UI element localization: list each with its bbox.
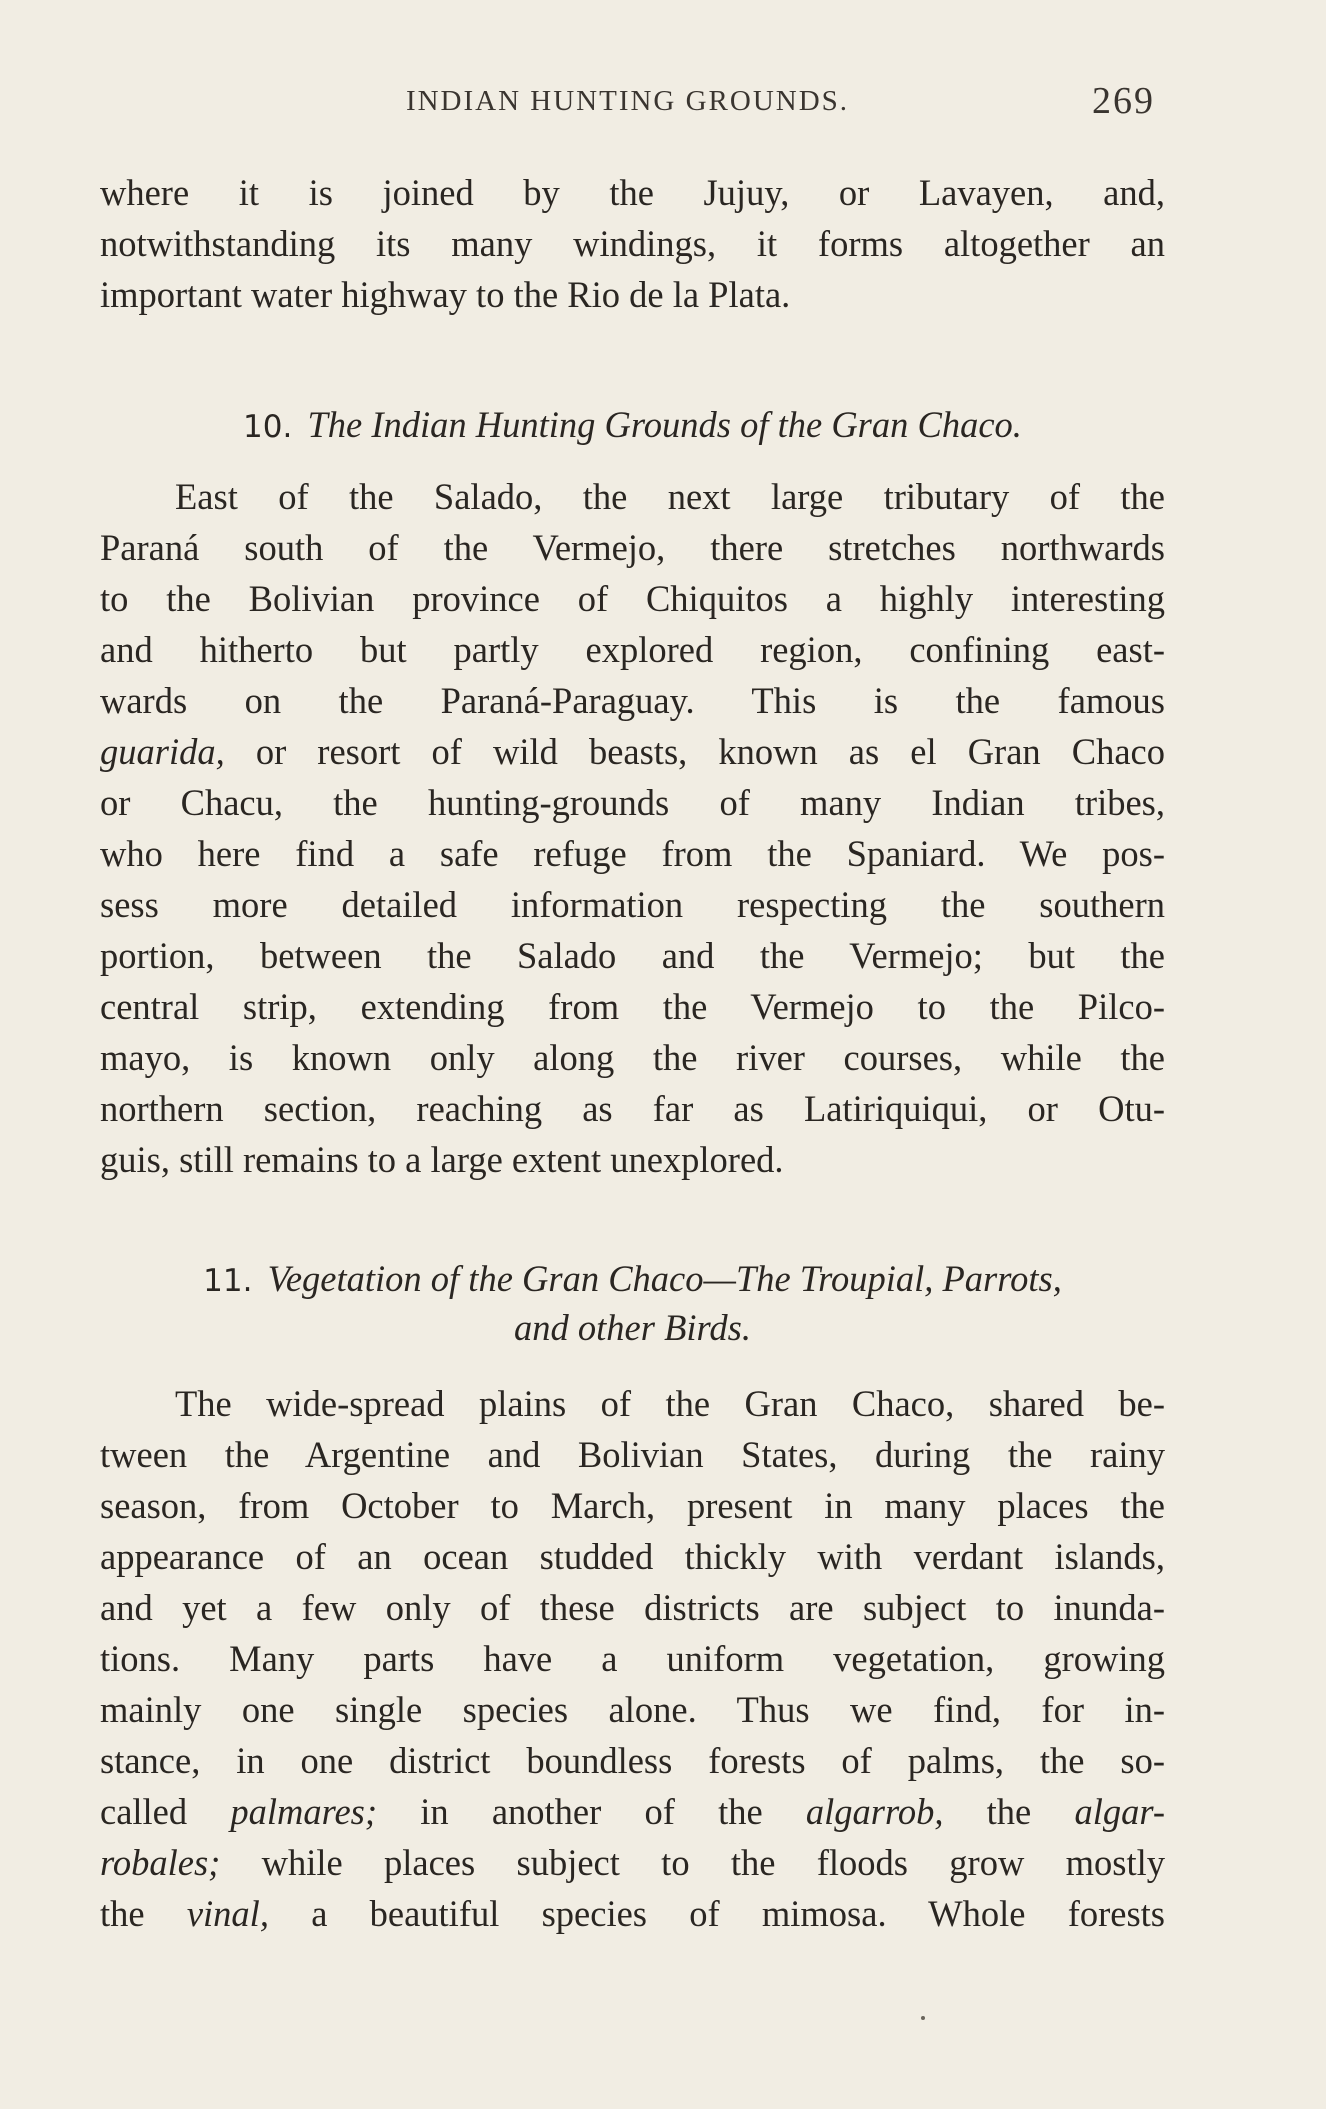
paragraph-line: East of the Salado, the next large tributary of the <box>175 476 1165 517</box>
paragraph-line <box>100 1889 1165 1939</box>
paragraph-line: or Chacu, the hunting-grounds of many Indian tribes, <box>100 782 1165 823</box>
paragraph-line: and hitherto but partly explored region, confining east- <box>100 629 1165 670</box>
paragraph-line: northern section, reaching as far as Latiriquiqui, or Otu- <box>100 1088 1165 1129</box>
paragraph-line: tween the Argentine and Bolivian States, during the rainy <box>100 1434 1165 1475</box>
italic-term: vinal, <box>186 1893 269 1934</box>
paragraph-line: appearance of an ocean studded thickly with verdant islands, <box>100 1536 1165 1577</box>
paragraph-line <box>100 1838 1165 1888</box>
section-heading-11-continued <box>100 1303 1165 1353</box>
paragraph-line: and yet a few only of these districts are subject to inunda- <box>100 1587 1165 1628</box>
paragraph-line: sess more detailed information respecting the southern <box>100 884 1165 925</box>
line-text: the <box>943 1791 1075 1832</box>
line-text: while places subject to the floods grow mostly <box>220 1842 1165 1883</box>
paragraph-line <box>100 727 1165 777</box>
section-title: Vegetation of the Gran Chaco—The Troupial, Parrots, <box>267 1258 1062 1299</box>
running-title: INDIAN HUNTING GROUNDS. <box>405 85 850 117</box>
running-head <box>100 80 1155 129</box>
section-number: 11. <box>203 1263 253 1299</box>
paragraph-line <box>100 1787 1165 1837</box>
paragraph-line: central strip, extending from the Vermejo to the Pilco- <box>100 986 1165 1027</box>
paragraph-line: season, from October to March, present in many places the <box>100 1485 1165 1526</box>
paragraph-line: where it is joined by the Jujuy, or Lavayen, and, <box>100 172 1165 213</box>
section-heading-11 <box>100 1254 1165 1304</box>
paragraph-line: wards on the Paraná-Paraguay. This is the famous <box>100 680 1165 721</box>
page-number: 269 <box>1092 80 1155 122</box>
paragraph-line: stance, in one district boundless forests of palms, the so- <box>100 1740 1165 1781</box>
paragraph-line: mayo, is known only along the river courses, while the <box>100 1037 1165 1078</box>
section-number: 10. <box>243 409 293 445</box>
line-text: a beautiful species of mimosa. Whole forests <box>268 1893 1165 1934</box>
italic-term: robales; <box>100 1842 221 1883</box>
paragraph-line: important water highway to the Rio de la Plata. <box>100 274 791 315</box>
paragraph-line: The wide-spread plains of the Gran Chaco, shared be- <box>175 1383 1165 1424</box>
paragraph-line: tions. Many parts have a uniform vegetation, growing <box>100 1638 1165 1679</box>
italic-term: guarida, <box>100 731 225 772</box>
paragraph-line: Paraná south of the Vermejo, there stretches northwards <box>100 527 1165 568</box>
line-text: the <box>100 1893 187 1934</box>
paragraph-line: notwithstanding its many windings, it forms altogether an <box>100 223 1165 264</box>
section-title: The Indian Hunting Grounds of the Gran Chaco. <box>307 404 1022 445</box>
italic-term: algarrob, <box>805 1791 944 1832</box>
paragraph-line: who here find a safe refuge from the Spaniard. We pos- <box>100 833 1165 874</box>
section-heading-10 <box>100 400 1165 450</box>
ink-speck <box>921 2016 925 2020</box>
paragraph-line: guis, still remains to a large extent unexplored. <box>100 1139 784 1180</box>
paragraph-line: to the Bolivian province of Chiquitos a highly interesting <box>100 578 1165 619</box>
paragraph-line: mainly one single species alone. Thus we find, for in- <box>100 1689 1165 1730</box>
line-text: called <box>100 1791 231 1832</box>
line-text: in another of the <box>377 1791 806 1832</box>
line-text: or resort of wild beasts, known as el Gran Chaco <box>224 731 1165 772</box>
italic-term: algar- <box>1074 1791 1165 1832</box>
section-title: and other Birds. <box>514 1307 751 1348</box>
italic-term: palmares; <box>230 1791 378 1832</box>
paragraph-line: portion, between the Salado and the Vermejo; but the <box>100 935 1165 976</box>
